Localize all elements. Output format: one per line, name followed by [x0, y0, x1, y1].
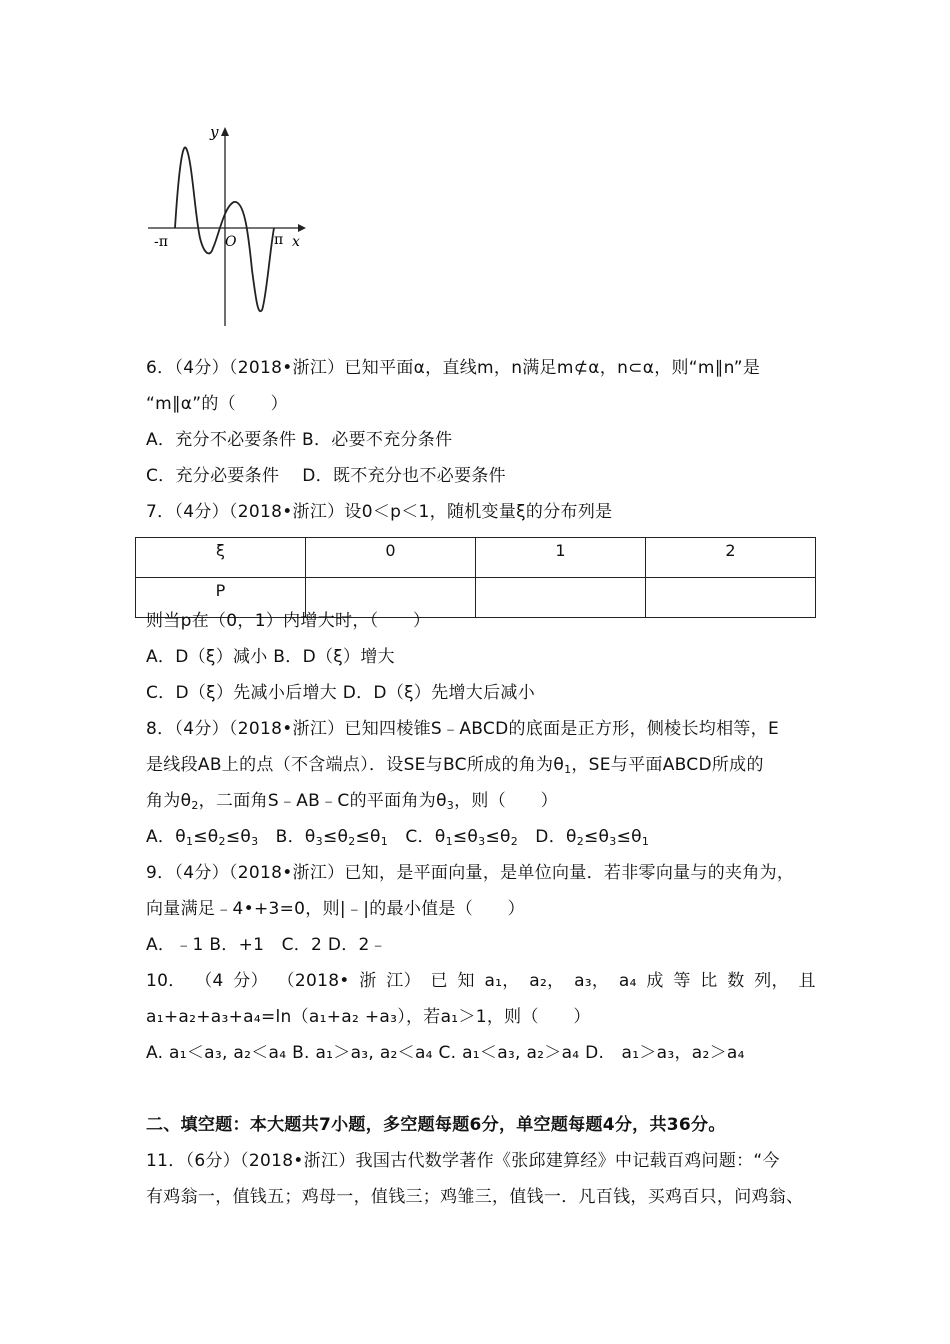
q10-word: （4: [195, 971, 224, 991]
option-d: D．θ: [518, 827, 577, 847]
q8-stem-line2: [146, 753, 816, 782]
subscript: 3: [315, 835, 323, 848]
x-axis-label: x: [292, 234, 300, 250]
table-header-cell: 2: [646, 538, 816, 578]
q11-stem-line2: 有鸡翁一，值钱五；鸡母一，值钱三；鸡雏三，值钱一．凡百钱，买鸡百只，问鸡翁、: [146, 1187, 804, 1207]
q10-word: 等: [673, 971, 691, 991]
table-row-label: P: [136, 578, 306, 618]
q8-text: ，SE与平面ABCD所成的: [571, 755, 764, 775]
section-heading: 二、填空题：本大题共7小题，多空题每题6分，单空题每题4分，共36分。: [146, 1115, 726, 1135]
option-text: ≤θ: [322, 827, 349, 847]
q6-stem-line2: “m∥α”的（ ）: [146, 394, 288, 414]
q8-stem-line1: 8．（4分）（2018•浙江）已知四棱锥S﹣ABCD的底面是正方形，侧棱长均相等，E: [146, 719, 780, 739]
q6-stem-line1: 6．（4分）（2018•浙江）已知平面α，直线m，n满足m⊄α，n⊂α，则“m∥n”是: [146, 358, 761, 378]
option-b: B．θ: [258, 827, 316, 847]
function-graph-figure: [140, 120, 310, 335]
q10-stem-line1: [146, 969, 816, 993]
option-text: ≤θ: [225, 827, 252, 847]
q10-word: 知: [457, 971, 475, 991]
table-row: [136, 538, 816, 578]
q7-options-ab: A．D（ξ）减小 B．D（ξ）增大: [146, 647, 395, 667]
option-text: ≤θ: [452, 827, 479, 847]
q8-text: ，则（ ）: [454, 791, 558, 811]
q8-options: [146, 825, 816, 854]
x-axis-arrow-icon: [298, 224, 306, 232]
q9-stem-line1: 9．（4分）（2018•浙江）已知，是平面向量，是单位向量．若非零向量与的夹角为，: [146, 863, 795, 883]
y-axis-label: y: [210, 123, 219, 141]
option-text: ≤θ: [355, 827, 381, 847]
y-axis-arrow-icon: [221, 127, 229, 136]
origin-label: O: [225, 234, 237, 250]
q8-text: 是线段AB上的点（不含端点）．设SE与BC所成的角为θ: [146, 755, 565, 775]
option-text: ≤θ: [485, 827, 511, 847]
q10-word: a₄: [618, 971, 637, 991]
q10-word: 分）: [233, 971, 268, 991]
subscript: 2: [218, 835, 226, 848]
q10-word: a₁，: [484, 971, 520, 991]
subscript: 1: [564, 763, 572, 776]
subscript: 1: [185, 835, 194, 848]
table-header-cell: 0: [306, 538, 476, 578]
q10-word: a₂，: [529, 971, 565, 991]
subscript: 2: [576, 835, 585, 848]
q11-stem-line1: 11．（6分）（2018•浙江）我国古代数学著作《张邱建算经》中记载百鸡问题：“今: [146, 1151, 780, 1171]
q9-stem-line2: 向量满足﹣4•+3=0，则|﹣|的最小值是（ ）: [146, 899, 525, 919]
q10-word: 江）: [386, 971, 421, 991]
option-text: ≤θ: [616, 827, 642, 847]
table-header-cell: 1: [476, 538, 646, 578]
option-text: ≤θ: [193, 827, 219, 847]
subscript: 1: [380, 835, 389, 848]
q10-word: 数: [727, 971, 745, 991]
q10-word: （2018•: [277, 971, 350, 991]
subscript: 3: [446, 799, 455, 812]
subscript: 1: [641, 835, 650, 848]
q9-options: A．﹣1 B．+1 C．2 D．2﹣: [146, 935, 387, 955]
q10-word: 成: [646, 971, 664, 991]
q10-word: 列，: [754, 971, 789, 991]
subscript: 3: [251, 835, 259, 848]
subscript: 3: [609, 835, 617, 848]
pi-label: π: [274, 232, 284, 248]
q6-options-ab: A．充分不必要条件 B．必要不充分条件: [146, 430, 453, 450]
neg-pi-label: -π: [154, 234, 168, 250]
q8-text: 角为θ: [146, 791, 192, 811]
q7-stem-line1: 7．（4分）（2018•浙江）设0＜p＜1，随机变量ξ的分布列是: [146, 502, 613, 522]
subscript: 1: [445, 835, 453, 848]
q7-options-cd: C．D（ξ）先减小后增大 D．D（ξ）先增大后减小: [146, 683, 536, 703]
option-a: A．θ: [146, 827, 186, 847]
q10-word: 且: [798, 971, 816, 991]
option-c: C．θ: [388, 827, 446, 847]
q10-stem-line2: a₁+a₂+a₃+a₄=ln（a₁+a₂ +a₃），若a₁＞1，则（ ）: [146, 1007, 591, 1027]
q7-stem-line2: 则当p在（0，1）内增大时，（ ）: [146, 611, 431, 631]
q8-text: ，二面角S﹣AB﹣C的平面角为θ: [198, 791, 447, 811]
q8-stem-line3: [146, 789, 816, 818]
q10-word: 10．: [146, 971, 186, 991]
subscript: 2: [348, 835, 356, 848]
q10-word: 浙: [359, 971, 377, 991]
option-text: ≤θ: [584, 827, 610, 847]
q6-options-cd: C．充分必要条件 D．既不充分也不必要条件: [146, 466, 506, 486]
q10-word: a₃，: [574, 971, 610, 991]
subscript: 2: [191, 799, 199, 812]
table-header-cell: ξ: [136, 538, 306, 578]
q10-options: A. a₁＜a₃, a₂＜a₄ B. a₁＞a₃, a₂＜a₄ C. a₁＜a₃, a₂＞a₄ D. a₁＞a₃，a₂＞a₄: [146, 1043, 745, 1063]
subscript: 2: [510, 835, 518, 848]
distribution-table: [135, 537, 816, 618]
q10-word: 已: [430, 971, 448, 991]
subscript: 3: [478, 835, 486, 848]
q10-word: 比: [700, 971, 718, 991]
